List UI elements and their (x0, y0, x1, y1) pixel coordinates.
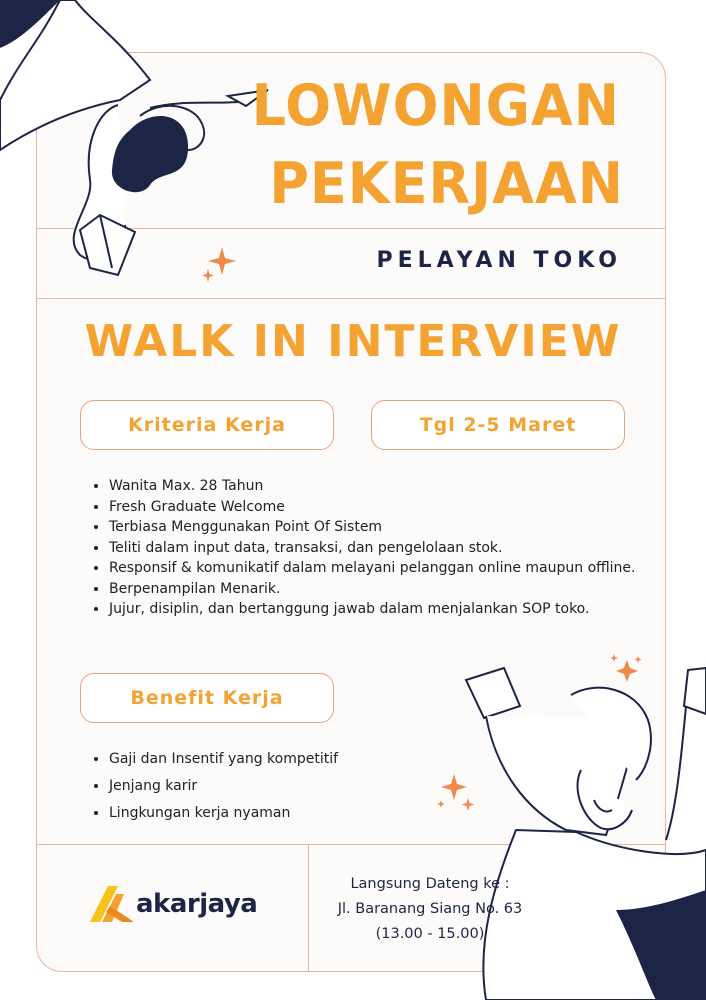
list-item: • Teliti dalam input data, transaksi, dan pengelolaan stok. (109, 538, 649, 559)
list-item: • Lingkungan kerja nyaman (109, 800, 509, 827)
reading-person-illustration (0, 0, 300, 290)
job-position: PELAYAN TOKO (376, 248, 622, 273)
benefit-label: Benefit Kerja (130, 687, 284, 709)
company-logo (90, 886, 257, 922)
list-item: • Fresh Graduate Welcome (109, 497, 649, 518)
title-line-1: LOWONGAN (251, 72, 620, 139)
list-item: • Gaji dan Insentif yang kompetitif (109, 746, 509, 773)
date-label: Tgl 2-5 Maret (419, 414, 577, 436)
list-item: • Jujur, disiplin, dan bertanggung jawab dalam menjalankan SOP toko. (109, 599, 649, 620)
walk-in-headline: WALK IN INTERVIEW (84, 316, 622, 367)
list-item: • Jenjang karir (109, 773, 509, 800)
cheering-person-illustration (456, 660, 706, 1000)
address-line-3: (13.00 - 15.00) (375, 926, 485, 942)
address-block (310, 872, 550, 947)
sparkle-icon (202, 247, 242, 283)
title-line-2: PEKERJAAN (269, 150, 624, 217)
divider-mid (36, 298, 666, 299)
date-label-box (371, 400, 625, 450)
list-item: • Berpenampilan Menarik. (109, 579, 649, 600)
logo-text: akarjaya (136, 889, 258, 919)
list-item: • Responsif & komunikatif dalam melayani pelanggan online maupun offline. (109, 558, 649, 579)
kriteria-list (81, 476, 649, 620)
divider-footer-vertical (308, 844, 309, 972)
list-item: • Terbiasa Menggunakan Point Of Sistem (109, 517, 649, 538)
address-line-2: Jl. Baranang Siang No. 63 (337, 901, 523, 917)
list-item: • Wanita Max. 28 Tahun (109, 476, 649, 497)
address-line-1: Langsung Dateng ke : (350, 876, 510, 892)
benefit-label-box (80, 673, 334, 723)
akarjaya-logo-icon (90, 886, 134, 922)
kriteria-label-box (80, 400, 334, 450)
kriteria-label: Kriteria Kerja (128, 414, 286, 436)
